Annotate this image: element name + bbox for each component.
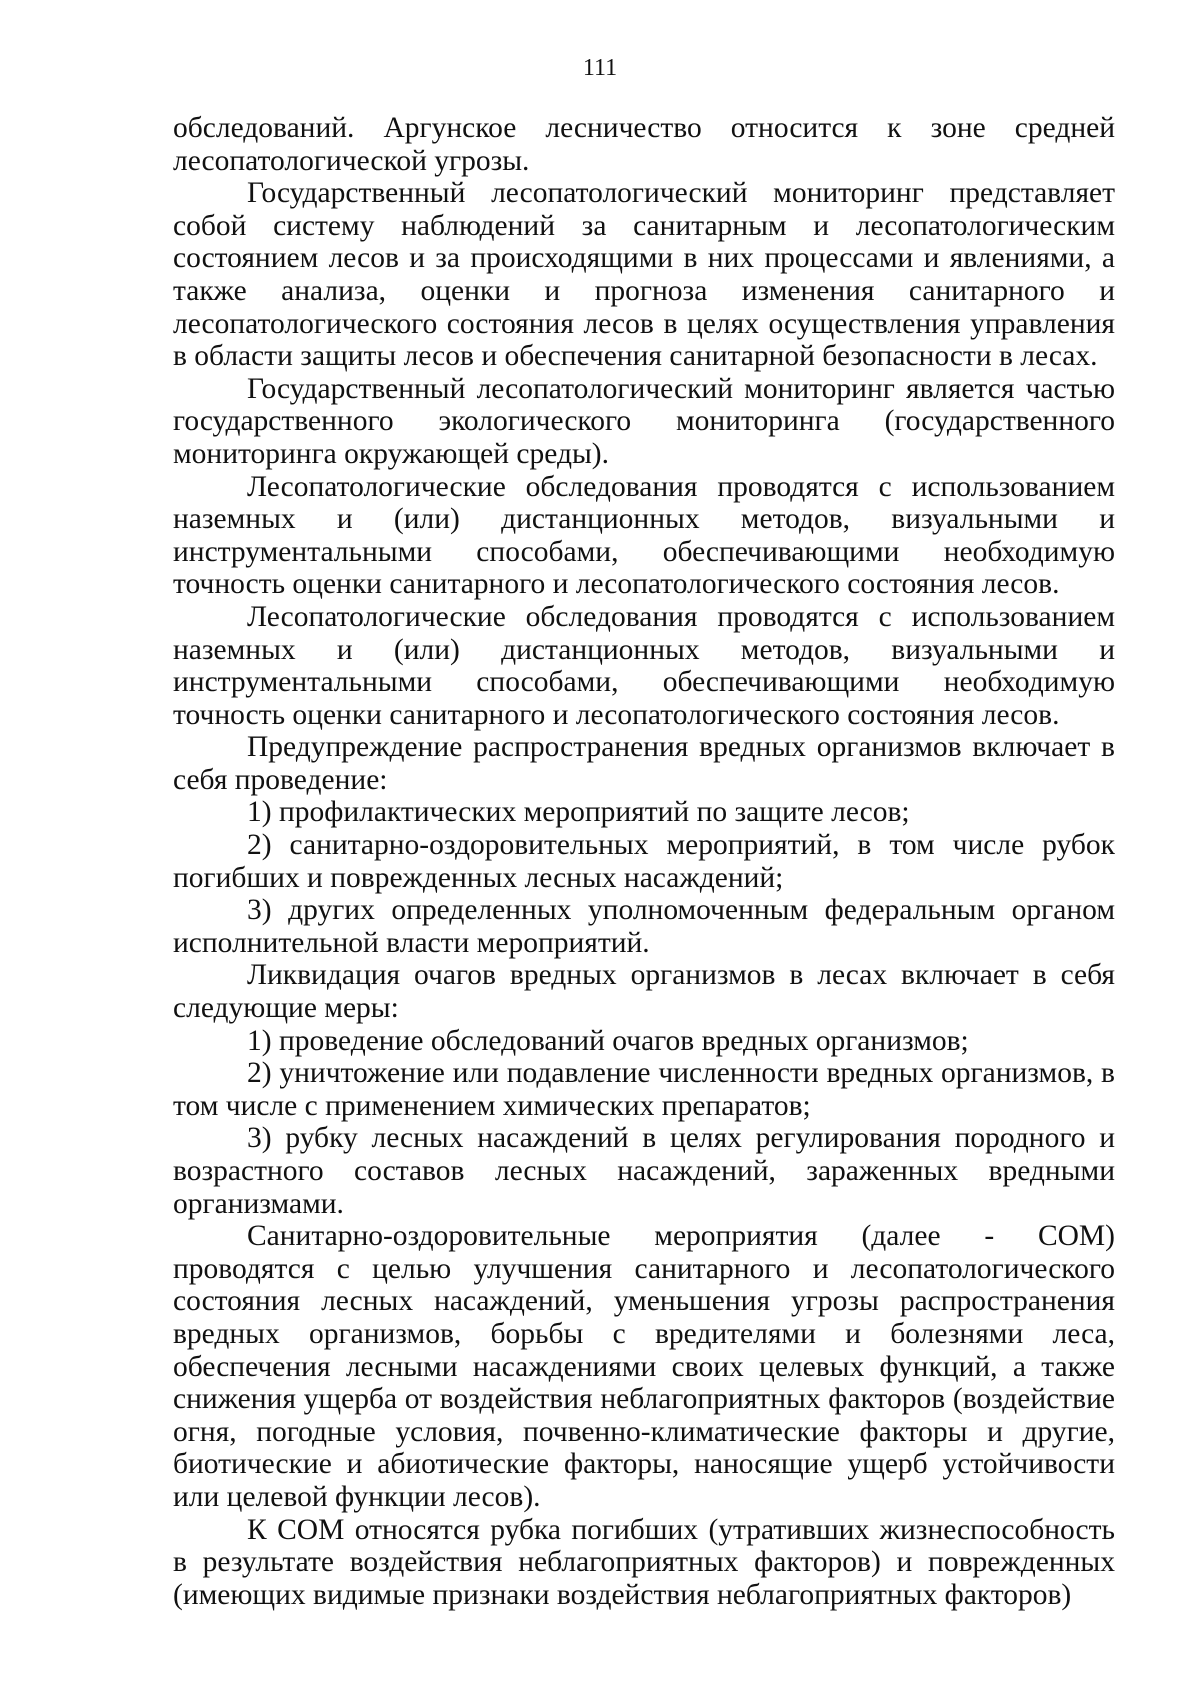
list-item-prevention-3: 3) других определенных уполномоченным федеральным органом исполнительной власти мероприятий.	[173, 894, 1115, 959]
paragraph-som-definition: Санитарно-оздоровительные мероприятия (далее - СОМ) проводятся с целью улучшения санитарного и лесопатологического состояния лесных насаждений, уменьшения угрозы распространения вредных организмов, борьбы с вредителями и болезнями леса, обеспечения лесными насаждениями своих целевых функций, а также снижения ущерба от воздействия неблагоприятных факторов (воздействие огня, погодные условия, почвенно-климатические факторы и другие, биотические и абиотические факторы, наносящие ущерб устойчивости или целевой функции лесов).	[173, 1220, 1115, 1513]
list-item-elimination-2: 2) уничтожение или подавление численности вредных организмов, в том числе с применением химических препаратов;	[173, 1057, 1115, 1122]
list-item-prevention-2: 2) санитарно-оздоровительных мероприятий, в том числе рубок погибших и поврежденных лесных насаждений;	[173, 829, 1115, 894]
list-item-prevention-1: 1) профилактических мероприятий по защите лесов;	[247, 796, 910, 829]
document-body	[173, 112, 1115, 1611]
paragraph-surveys: Лесопатологические обследования проводятся с использованием наземных и (или) дистанционных методов, визуальными и инструментальными способами, обеспечивающими необходимую точность оценки санитарного и лесопатологического состояния лесов.	[173, 470, 1115, 601]
paragraph-som-types: К СОМ относятся рубка погибших (утративших жизнеспособность в результате воздействия неблагоприятных факторов) и поврежденных (имеющих видимые признаки воздействия неблагоприятных факторов)	[173, 1513, 1115, 1611]
page-number: 111	[582, 55, 618, 81]
list-item-elimination-3: 3) рубку лесных насаждений в целях регулирования породного и возрастного составов лесных насаждений, зараженных вредными организмами.	[173, 1122, 1115, 1220]
paragraph-monitoring-definition: Государственный лесопатологический мониторинг представляет собой систему наблюдений за санитарным и лесопатологическим состоянием лесов и за происходящими в них процессами и явлениями, а также анализа, оценки и прогноза изменения санитарного и лесопатологического состояния лесов в целях осуществления управления в области защиты лесов и обеспечения санитарной безопасности в лесах.	[173, 177, 1115, 373]
paragraph-monitoring-part: Государственный лесопатологический мониторинг является частью государственного экологического мониторинга (государственного мониторинга окружающей среды).	[173, 372, 1115, 470]
list-item-elimination-1: 1) проведение обследований очагов вредных организмов;	[247, 1024, 969, 1057]
paragraph-surveys-repeat: Лесопатологические обследования проводятся с использованием наземных и (или) дистанционных методов, визуальными и инструментальными способами, обеспечивающими необходимую точность оценки санитарного и лесопатологического состояния лесов.	[173, 600, 1115, 731]
paragraph-elimination-intro: Ликвидация очагов вредных организмов в лесах включает в себя следующие меры:	[173, 959, 1115, 1025]
paragraph-continuation: обследований. Аргунское лесничество относится к зоне средней лесопатологической угрозы.	[173, 112, 1115, 177]
paragraph-prevention-intro: Предупреждение распространения вредных организмов включает в себя проведение:	[173, 731, 1115, 796]
